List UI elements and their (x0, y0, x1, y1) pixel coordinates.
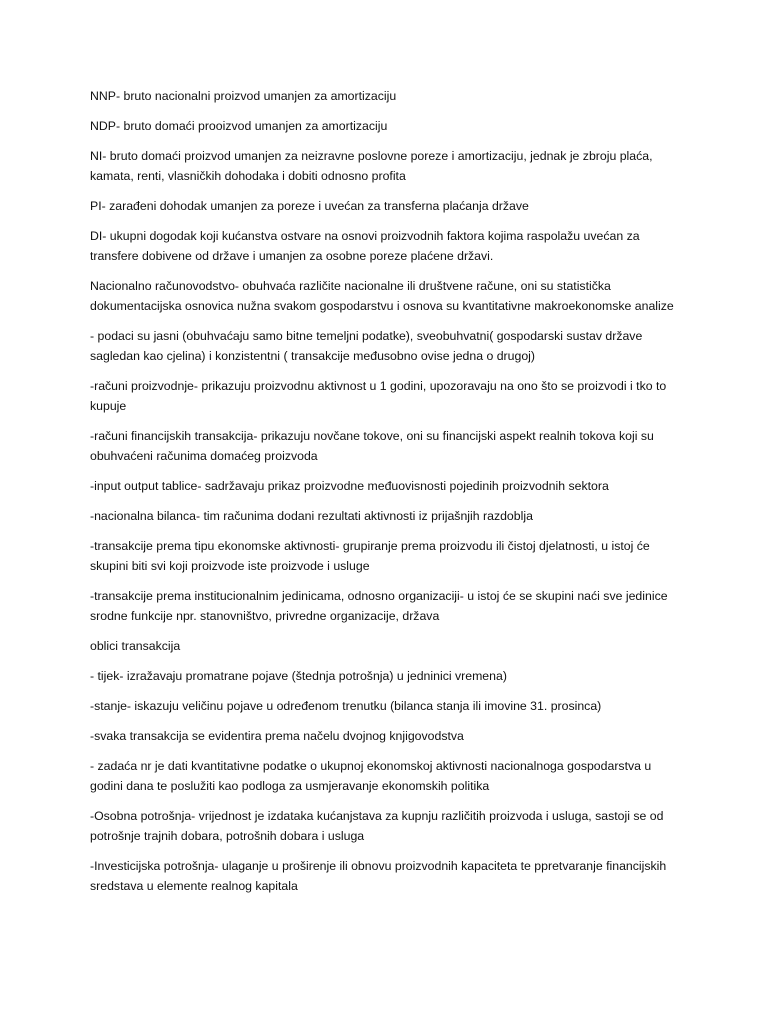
paragraph-nacionalna-bilanca: -nacionalna bilanca- tim računima dodani rezultati aktivnosti iz prijašnjih razdoblja (90, 509, 533, 523)
paragraph-transakcije-tip-aktivnosti: -transakcije prema tipu ekonomske aktivnosti- grupiranje prema proizvodu ili čistoj djelatnosti, u istoj će skupini biti svi koji proizvode iste proizvode i usluge (90, 539, 650, 573)
paragraph-nnp: NNP- bruto nacionalni proizvod umanjen za amortizaciju (90, 89, 397, 103)
paragraph-ndp: NDP- bruto domaći prooizvod umanjen za amortizaciju (90, 119, 388, 133)
paragraph-input-output-tablice: -input output tablice- sadržavaju prikaz proizvodne međuovisnosti pojedinih proizvodnih sektora (90, 479, 609, 493)
paragraph-osobna-potrosnja: -Osobna potrošnja- vrijednost je izdataka kućanjstava za kupnju različitih proizvoda i usluga, sastoji se od potrošnje trajnih dobara, potrošnih dobara i usluga (90, 809, 664, 843)
paragraph-oblici-transakcija: oblici transakcija (90, 639, 181, 653)
paragraph-racuni-proizvodnje: -računi proizvodnje- prikazuju proizvodnu aktivnost u 1 godini, upozoravaju na ono što se proizvodi i tko to kupuje (90, 379, 667, 413)
paragraph-nacionalno-racunovodstvo: Nacionalno računovodstvo- obuhvaća različite nacionalne ili društvene račune, oni su statistička dokumentacijska osnovica nužna svakom gospodarstvu i osnova su kvantitativne makroekonomske analize (90, 279, 674, 313)
paragraph-podaci: - podaci su jasni (obuhvaćaju samo bitne temeljni podatke), sveobuhvatni( gospodarski sustav države sagledan kao cjelina) i konzistentni ( transakcije međusobno ovise jedna o drugoj) (90, 329, 643, 363)
paragraph-tijek: - tijek- izražavaju promatrane pojave (štednja potrošnja) u jedninici vremena) (90, 669, 507, 683)
paragraph-racuni-financijskih-transakcija: -računi financijskih transakcija- prikazuju novčane tokove, oni su financijski aspekt realnih tokova koji su obuhvaćeni računima domaćeg proizvoda (90, 429, 654, 463)
paragraph-stanje: -stanje- iskazuju veličinu pojave u određenom trenutku (bilanca stanja ili imovine 31. prosinca) (90, 699, 602, 713)
paragraph-ni: NI- bruto domaći proizvod umanjen za neizravne poslovne poreze i amortizaciju, jednak je zbroju plaća, kamata, renti, vlasničkih dohodaka i dobiti odnosno profita (90, 149, 653, 183)
paragraph-zadaca-nr: - zadaća nr je dati kvantitativne podatke o ukupnoj ekonomskoj aktivnosti nacionalnoga gospodarstva u godini dana te poslužiti kao podloga za usmjeravanje ekonomskih politika (90, 759, 652, 793)
document-page (90, 86, 680, 906)
paragraph-dvojno-knjigovodstvo: -svaka transakcija se evidentira prema načelu dvojnog knjigovodstva (90, 729, 464, 743)
paragraph-pi: PI- zarađeni dohodak umanjen za poreze i uvećan za transferna plaćanja države (90, 199, 529, 213)
paragraph-di: DI- ukupni dogodak koji kućanstva ostvare na osnovi proizvodnih faktora kojima raspolažu uvećan za transfere dobivene od države i umanjen za osobne poreze plaćene državi. (90, 229, 640, 263)
paragraph-transakcije-institucionalne: -transakcije prema institucionalnim jedinicama, odnosno organizaciji- u istoj će se skupini naći sve jedinice srodne funkcije npr. stanovništvo, privredne organizacije, država (90, 589, 668, 623)
paragraph-investicijska-potrosnja: -Investicijska potrošnja- ulaganje u proširenje ili obnovu proizvodnih kapaciteta te ppretvaranje financijskih sredstava u elemente realnog kapitala (90, 859, 667, 893)
